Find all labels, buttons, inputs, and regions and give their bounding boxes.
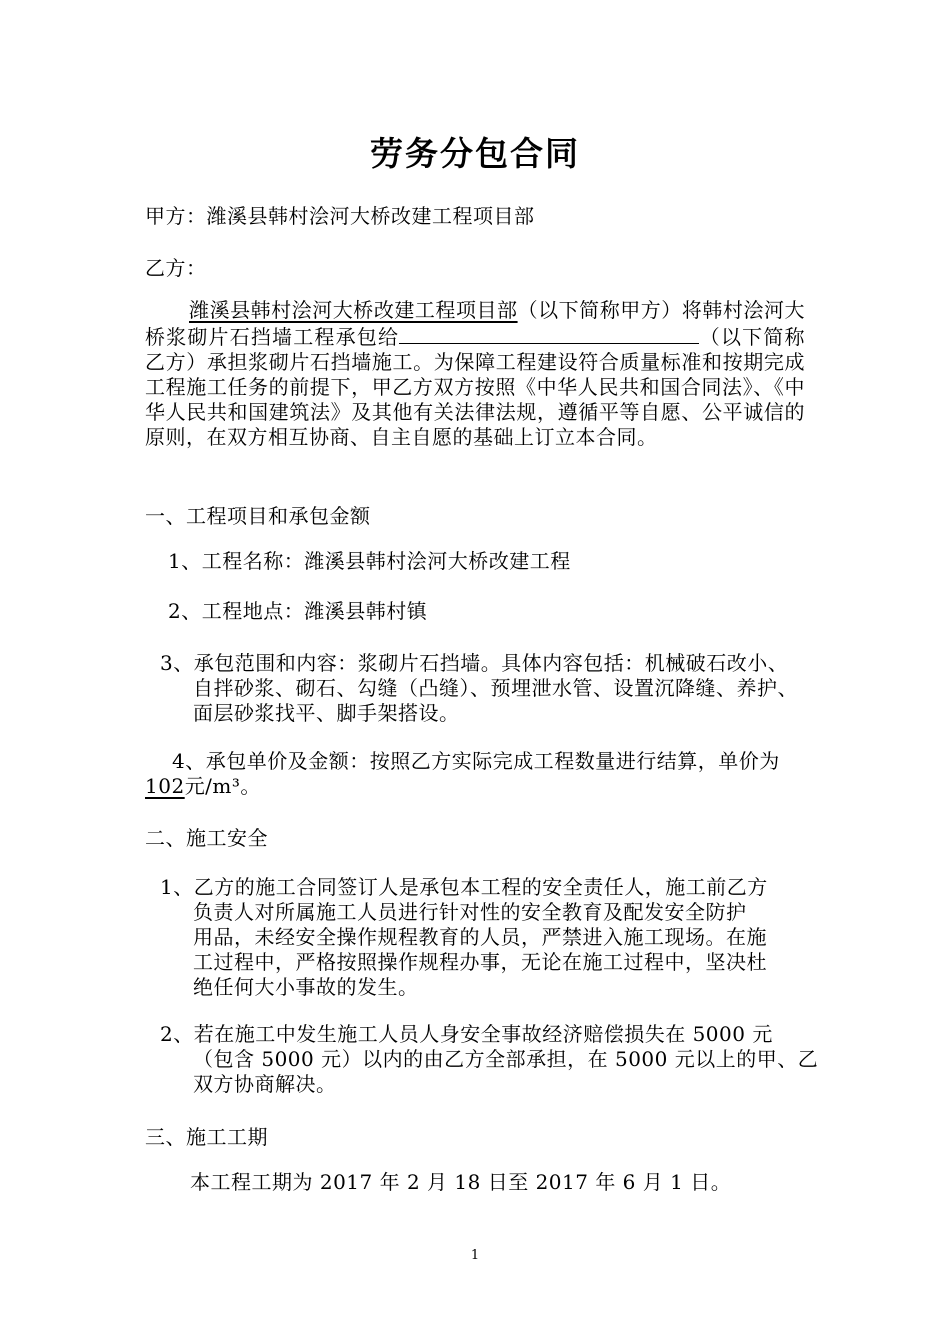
section2-item1-line2: 负责人对所属施工人员进行针对性的安全教育及配发安全防护 [193, 900, 747, 924]
section2-item1-line1: 1、乙方的施工合同签订人是承包本工程的安全责任人，施工前乙方 [160, 875, 768, 899]
section3-heading: 三、施工工期 [145, 1125, 268, 1149]
unit-price: 102 [145, 774, 185, 798]
section1-item3-line1: 3、承包范围和内容：浆砌片石挡墙。具体内容包括：机械破石改小、 [160, 651, 789, 675]
section2-item1-line4: 工过程中，严格按照操作规程办事，无论在施工过程中，坚决杜 [193, 950, 767, 974]
party-b: 乙方： [145, 256, 207, 280]
contractor-blank [399, 323, 699, 344]
section1-item3-line3: 面层砂浆找平、脚手架搭设。 [193, 701, 460, 725]
unit-price-unit: 元/m³。 [184, 774, 261, 798]
section2-item1-line3: 用品，未经安全操作规程教育的人员，严禁进入施工现场。在施 [193, 925, 767, 949]
section2-item2-line1: 2、若在施工中发生施工人员人身安全事故经济赔偿损失在 5000 元 [160, 1022, 773, 1046]
section1-heading: 一、工程项目和承包金额 [145, 504, 371, 528]
section1-item1: 1、工程名称：潍溪县韩村浍河大桥改建工程 [168, 549, 571, 573]
section2-heading: 二、施工安全 [145, 826, 268, 850]
intro-text-1: （以下简称甲方）将韩村浍河大桥浆砌片石挡墙工程承包给 [145, 298, 806, 349]
intro-org-name: 潍溪县韩村浍河大桥改建工程项目部 [189, 298, 518, 322]
section2-item2-line3: 双方协商解决。 [193, 1072, 337, 1096]
party-a: 甲方：潍溪县韩村浍河大桥改建工程项目部 [145, 204, 535, 228]
intro-text-2: （以下简称乙方）承担浆砌片石挡墙施工。为保障工程建设符合质量标准和按期完成工程施工任务的前提下，甲乙方双方按照《中华人民共和国合同法》、《中华人民共和国建筑法》及其他有关法律法规，遵循平等自愿、公平诚信的原则，在双方相互协商、自主自愿的基础上订立本合同。 [145, 325, 806, 449]
document-title: 劳务分包合同 [370, 134, 580, 173]
section1-item3-line2: 自拌砂浆、砌石、勾缝（凸缝）、预埋泄水管、设置沉降缝、养护、 [193, 676, 798, 700]
page-number: 1 [470, 1248, 480, 1263]
section2-item1-line5: 绝任何大小事故的发生。 [193, 975, 419, 999]
section1-item4-line1: 4、承包单价及金额：按照乙方实际完成工程数量进行结算，单价为 [172, 749, 780, 773]
section2-item2-line2: （包含 5000 元）以内的由乙方全部承担，在 5000 元以上的甲、乙 [193, 1047, 819, 1071]
intro-paragraph [145, 298, 805, 450]
section1-item2: 2、工程地点：潍溪县韩村镇 [168, 599, 428, 623]
section3-text: 本工程工期为 2017 年 2 月 18 日至 2017 年 6 月 1 日。 [190, 1170, 732, 1194]
section1-item4-line2 [145, 773, 261, 799]
